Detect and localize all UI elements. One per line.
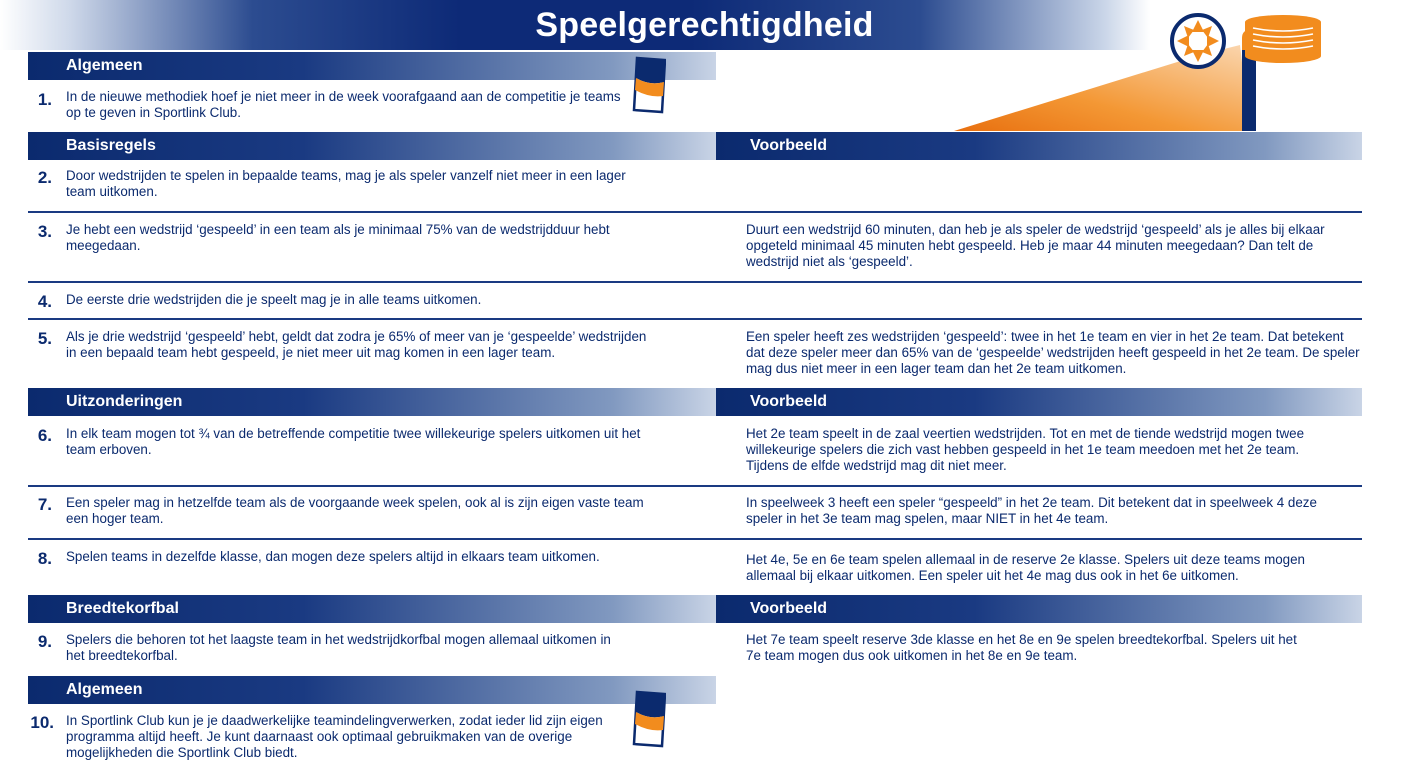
- row-divider: [28, 538, 1362, 540]
- rule-text: De eerste drie wedstrijden die je speelt mag je in alle teams uitkomen.: [66, 292, 482, 307]
- rule-number: 5.: [37, 329, 52, 348]
- rule-number: 10.: [30, 713, 54, 732]
- rule-text: Een speler mag in hetzelfde team als de voorgaande week spelen, ook al is zijn eigen vaste team een hoger team.: [66, 495, 644, 526]
- section-header-algemeen: [28, 52, 716, 80]
- example-text: Duurt een wedstrijd 60 minuten, dan heb je als speler de wedstrijd ‘gespeeld’ als je alles bij elkaar opgeteld minimaal 45 minuten hebt gespeeld. Heb je maar 44 minuten meegedaan? Dan telt de wedstrijd niet als ‘gespeeld’.: [746, 222, 1325, 269]
- row-divider: [28, 485, 1362, 487]
- rule-number: 2.: [37, 168, 52, 187]
- example-label: Voorbeeld: [750, 600, 828, 617]
- page-title: Speelgerechtigdheid: [535, 6, 874, 44]
- section-header-breedtekorfbal: [28, 595, 716, 623]
- rule-text: Je hebt een wedstrijd ‘gespeeld’ in een team als je minimaal 75% van de wedstrijdduur hebt meegedaan.: [66, 222, 610, 253]
- club-card-icon: [632, 56, 666, 114]
- example-text: Een speler heeft zes wedstrijden ‘gespeeld’: twee in het 1e team en vier in het 2e team. Dat betekent dat deze speler meer dan 65% van de ‘gespeelde’ wedstrijden heeft gespeeld in het 2e team. De speler mag dus niet meer in een lager team dan het 2e team uitkomen.: [746, 329, 1360, 376]
- rule-number: 3.: [37, 222, 52, 241]
- example-label: Voorbeeld: [750, 393, 828, 410]
- example-text: Het 7e team speelt reserve 3de klasse en het 8e en 9e spelen breedtekorfbal. Spelers uit het 7e team mogen dus ook uitkomen in het 8e en 9e team.: [746, 632, 1297, 663]
- example-text: Het 4e, 5e en 6e team spelen allemaal in de reserve 2e klasse. Spelers uit deze teams mogen allemaal bij elkaar uitkomen. Een speler uit het 4e mag dus ook in het 6e uitkomen.: [746, 552, 1306, 583]
- rule-text: Door wedstrijden te spelen in bepaalde teams, mag je als speler vanzelf niet meer in een lager team uitkomen.: [66, 168, 626, 199]
- rule-number: 8.: [37, 549, 52, 568]
- row-divider: [28, 281, 1362, 283]
- rule-text: In Sportlink Club kun je je daadwerkelijke teamindelingverwerken, zodat ieder lid zijn eigen programma altijd heeft. Je kunt daarnaast ook optimaal gebruikmaken van de overige mogelijkheden die Sportlink Club biedt.: [66, 713, 603, 760]
- row-divider: [28, 211, 1362, 213]
- section-header-basisregels: [28, 132, 716, 160]
- example-text: Het 2e team speelt in de zaal veertien wedstrijden. Tot en met de tiende wedstrijd mogen twee willekeurige spelers die zich vast hebben gespeeld in het 1e team meedoen met het 2e team. Tijdens de elfde wedstrijd mag dit niet meer.: [746, 426, 1305, 473]
- section-label-uitzonderingen: Uitzonderingen: [66, 393, 183, 410]
- rule-text: In de nieuwe methodiek hoef je niet meer in de week voorafgaand aan de competitie je teams op te geven in Sportlink Club.: [66, 89, 621, 120]
- rule-number: 7.: [37, 495, 52, 514]
- rule-number: 4.: [37, 292, 52, 311]
- example-header: [716, 595, 1362, 623]
- section-label-breedtekorfbal: Breedtekorfbal: [66, 600, 179, 617]
- rule-text: Als je drie wedstrijd ‘gespeeld’ hebt, geldt dat zodra je 65% of meer van je ‘gespeelde’ wedstrijden in een bepaald team hebt gespeeld, je niet meer uit mag komen in een lager team.: [66, 329, 647, 360]
- rule-text: Spelen teams in dezelfde klasse, dan mogen deze spelers altijd in elkaars team uitkomen.: [66, 549, 600, 564]
- example-text: In speelweek 3 heeft een speler “gespeeld” in het 2e team. Dit betekent dat in speelweek 4 deze speler in het 3e team mag spelen, maar NIET in het 4e team.: [746, 495, 1317, 526]
- korfbal-illustration: [940, 10, 1360, 135]
- row-divider: [28, 318, 1362, 320]
- example-header: [716, 132, 1362, 160]
- example-header: [716, 388, 1362, 416]
- example-label: Voorbeeld: [750, 137, 828, 154]
- rule-number: 1.: [37, 90, 52, 109]
- rule-number: 9.: [37, 632, 52, 651]
- rule-text: Spelers die behoren tot het laagste team in het wedstrijdkorfbal mogen allemaal uitkomen in het breedtekorfbal.: [66, 632, 611, 663]
- section-header-uitzonderingen: [28, 388, 716, 416]
- rule-text: In elk team mogen tot ¾ van de betreffende competitie twee willekeurige spelers uitkomen uit het team erboven.: [66, 426, 641, 457]
- rule-number: 6.: [37, 426, 52, 445]
- section-label-basisregels: Basisregels: [66, 137, 156, 154]
- club-card-icon: [632, 690, 666, 748]
- section-header-algemeen: [28, 676, 716, 704]
- section-label-algemeen: Algemeen: [66, 57, 143, 74]
- section-label-algemeen: Algemeen: [66, 681, 143, 698]
- korfbal-ball-icon: [1172, 15, 1224, 67]
- korfbal-basket-icon: [1242, 15, 1321, 131]
